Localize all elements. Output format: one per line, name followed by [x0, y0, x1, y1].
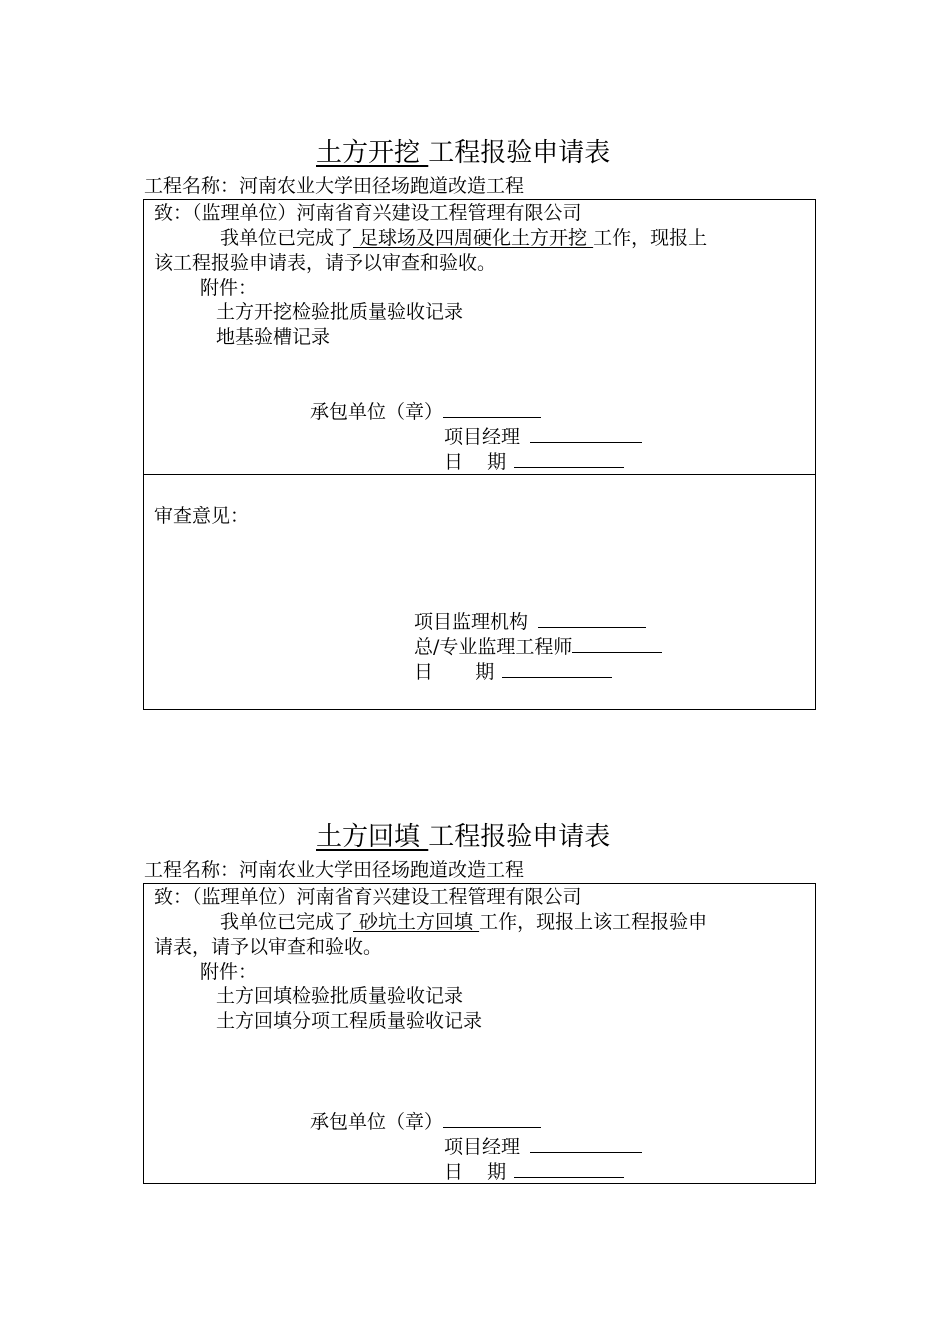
form1-title-rest: 工程报验申请表 — [428, 138, 611, 168]
form2-attachment-label: 附件： — [200, 961, 258, 983]
form2-date-row — [444, 1159, 624, 1185]
form1-contractor-label: 承包单位（章） — [310, 401, 444, 423]
form2-contractor-row — [310, 1109, 541, 1135]
form1-body-prefix: 我单位已完成了 — [220, 227, 354, 249]
form1-supervision-blank[interactable] — [538, 609, 646, 628]
form1-contractor-row — [310, 399, 541, 425]
form2-date-label: 日 期 — [444, 1161, 507, 1183]
form1-date-blank[interactable] — [514, 449, 624, 468]
form2-project-name: 工程名称：河南农业大学田径场跑道改造工程 — [144, 859, 525, 881]
form2-date-blank[interactable] — [514, 1159, 624, 1178]
form1-manager-blank[interactable] — [530, 424, 642, 443]
form2-contractor-label: 承包单位（章） — [310, 1111, 444, 1133]
form1-attachment-label: 附件： — [200, 277, 258, 299]
form2-manager-label: 项目经理 — [444, 1136, 521, 1158]
form1-review-date-blank[interactable] — [502, 659, 612, 678]
form2-contractor-blank[interactable] — [443, 1109, 541, 1128]
form1-contractor-blank[interactable] — [443, 399, 541, 418]
form1-chief-engineer-blank[interactable] — [572, 634, 662, 653]
form1-body-line2: 该工程报验申请表，请予以审查和验收。 — [154, 252, 497, 274]
form1-review-date-row — [414, 659, 612, 685]
form2-title — [316, 816, 610, 853]
form2-attachment-item: 土方回填分项工程质量验收记录 — [216, 1010, 483, 1032]
form2-body-suffix: 工作，现报上该工程报验申 — [479, 911, 708, 933]
form1-chief-engineer-label: 总/专业监理工程师 — [414, 636, 573, 658]
form2-title-subject: 土方回填 — [316, 822, 429, 852]
form1-work-item: 足球场及四周硬化土方开挖 — [353, 227, 594, 249]
form1-attachment-item: 地基验槽记录 — [216, 326, 331, 348]
form1-review-label: 审查意见： — [154, 505, 250, 527]
form1-date-row — [444, 449, 624, 475]
form2-title-rest: 工程报验申请表 — [428, 822, 611, 852]
form1-manager-label: 项目经理 — [444, 426, 521, 448]
form1-review-date-label: 日 期 — [414, 661, 495, 683]
form1-title-subject: 土方开挖 — [316, 138, 429, 168]
form1-supervision-label: 项目监理机构 — [414, 611, 529, 633]
form1-title — [316, 132, 610, 169]
form2-manager-blank[interactable] — [530, 1134, 642, 1153]
form1-to-line: 致：（监理单位）河南省育兴建设工程管理有限公司 — [154, 202, 582, 224]
form1-manager-row — [444, 424, 642, 450]
form1-date-label: 日 期 — [444, 451, 507, 473]
form1-project-name: 工程名称：河南农业大学田径场跑道改造工程 — [144, 175, 525, 197]
form1-attachment-item: 土方开挖检验批质量验收记录 — [216, 301, 464, 323]
form2-body-line1 — [220, 910, 707, 935]
form2-manager-row — [444, 1134, 642, 1160]
form2-to-line: 致：（监理单位）河南省育兴建设工程管理有限公司 — [154, 886, 582, 908]
form2-attachment-item: 土方回填检验批质量验收记录 — [216, 985, 464, 1007]
form2-work-item: 砂坑土方回填 — [353, 911, 480, 933]
form2-body-prefix: 我单位已完成了 — [220, 911, 354, 933]
form2-body-line2: 请表，请予以审查和验收。 — [154, 936, 383, 958]
form1-body-line1 — [220, 226, 707, 251]
form1-body-suffix: 工作，现报上 — [593, 227, 708, 249]
form1-chief-engineer-row — [414, 634, 662, 660]
form1-supervision-row — [414, 609, 646, 635]
